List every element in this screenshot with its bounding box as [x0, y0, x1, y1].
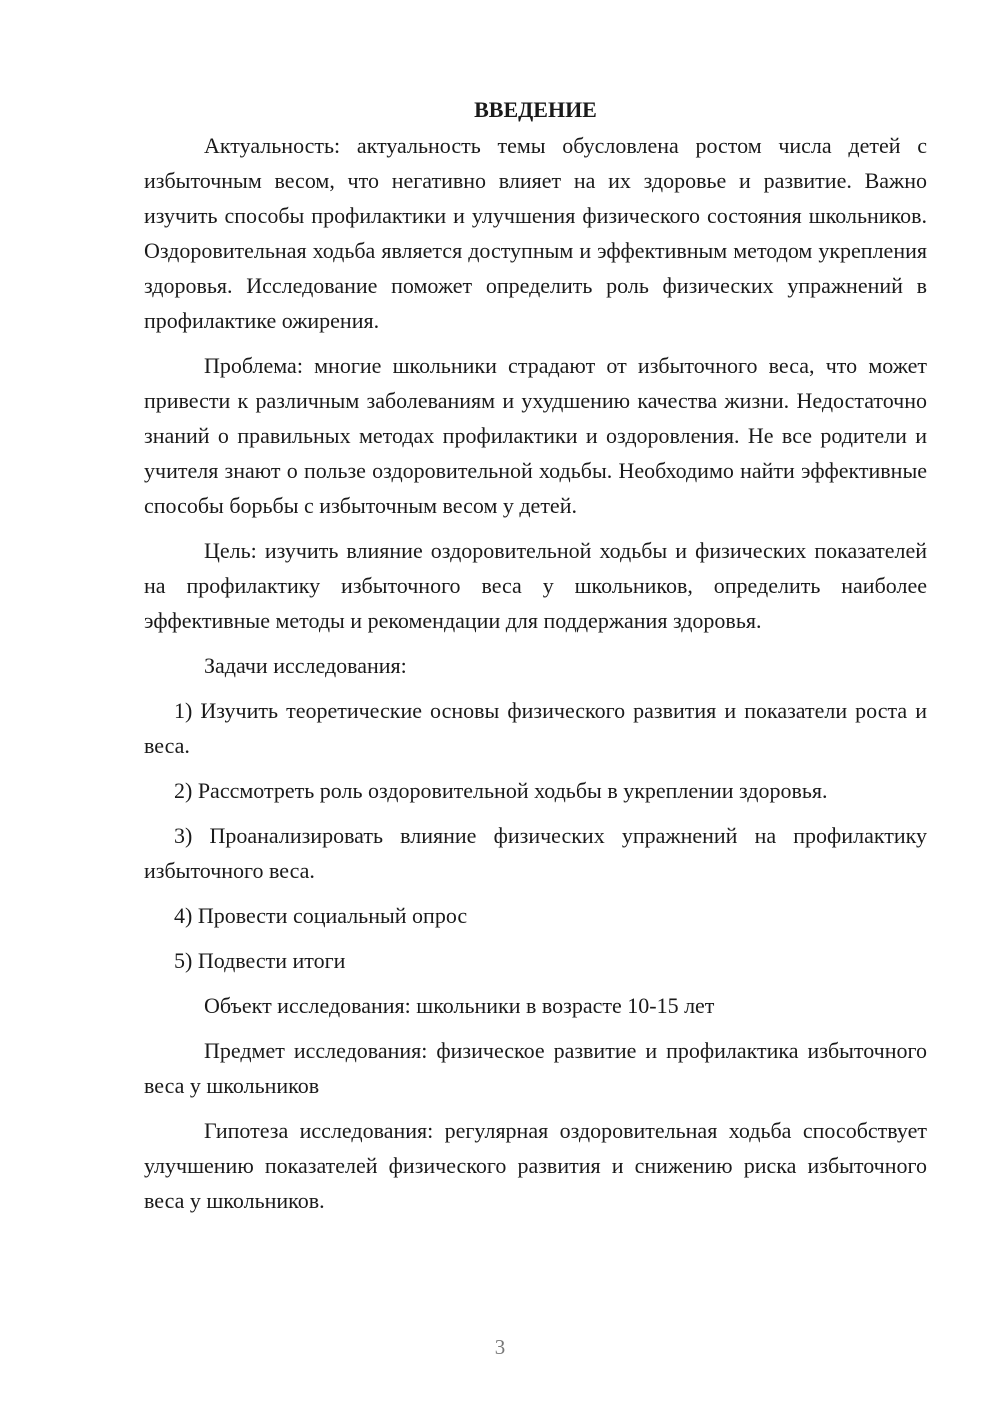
document-page — [144, 92, 927, 1228]
hypothesis-paragraph: Гипотеза исследования: регулярная оздоровительная ходьба способствует улучшению показателей физического развития и снижению риска избыточного веса у школьников. — [144, 1118, 927, 1213]
page-number: 3 — [494, 1335, 506, 1359]
task-item-1: 1) Изучить теоретические основы физического развития и показатели роста и веса. — [144, 698, 927, 758]
task-item-3: 3) Проанализировать влияние физических упражнений на профилактику избыточного веса. — [144, 823, 927, 883]
section-title: ВВЕДЕНИЕ — [474, 97, 597, 122]
task-item-5: 5) Подвести итоги — [174, 948, 346, 973]
task-item-2: 2) Рассмотреть роль оздоровительной ходьбы в укреплении здоровья. — [174, 778, 828, 803]
relevance-paragraph: Актуальность: актуальность темы обусловлена ростом числа детей с избыточным весом, что негативно влияет на их здоровье и развитие. Важно изучить способы профилактики и улучшения физического состояния школьников. Оздоровительная ходьба является доступным и эффективным методом укрепления здоровья. Исследование поможет определить роль физических упражнений в профилактике ожирения. — [144, 133, 927, 333]
problem-paragraph: Проблема: многие школьники страдают от избыточного веса, что может привести к различным заболеваниям и ухудшению качества жизни. Недостаточно знаний о правильных методах профилактики и оздоровления. Не все родители и учителя знают о пользе оздоровительной ходьбы. Необходимо найти эффективные способы борьбы с избыточным весом у детей. — [144, 353, 927, 518]
goal-paragraph: Цель: изучить влияние оздоровительной ходьбы и физических показателей на профилактику избыточного веса у школьников, определить наиболее эффективные методы и рекомендации для поддержания здоровья. — [144, 538, 927, 633]
tasks-heading: Задачи исследования: — [204, 653, 407, 678]
research-object-paragraph: Объект исследования: школьники в возрасте 10-15 лет — [204, 993, 715, 1018]
research-subject-paragraph: Предмет исследования: физическое развитие и профилактика избыточного веса у школьников — [144, 1038, 927, 1098]
task-item-4: 4) Провести социальный опрос — [174, 903, 468, 928]
